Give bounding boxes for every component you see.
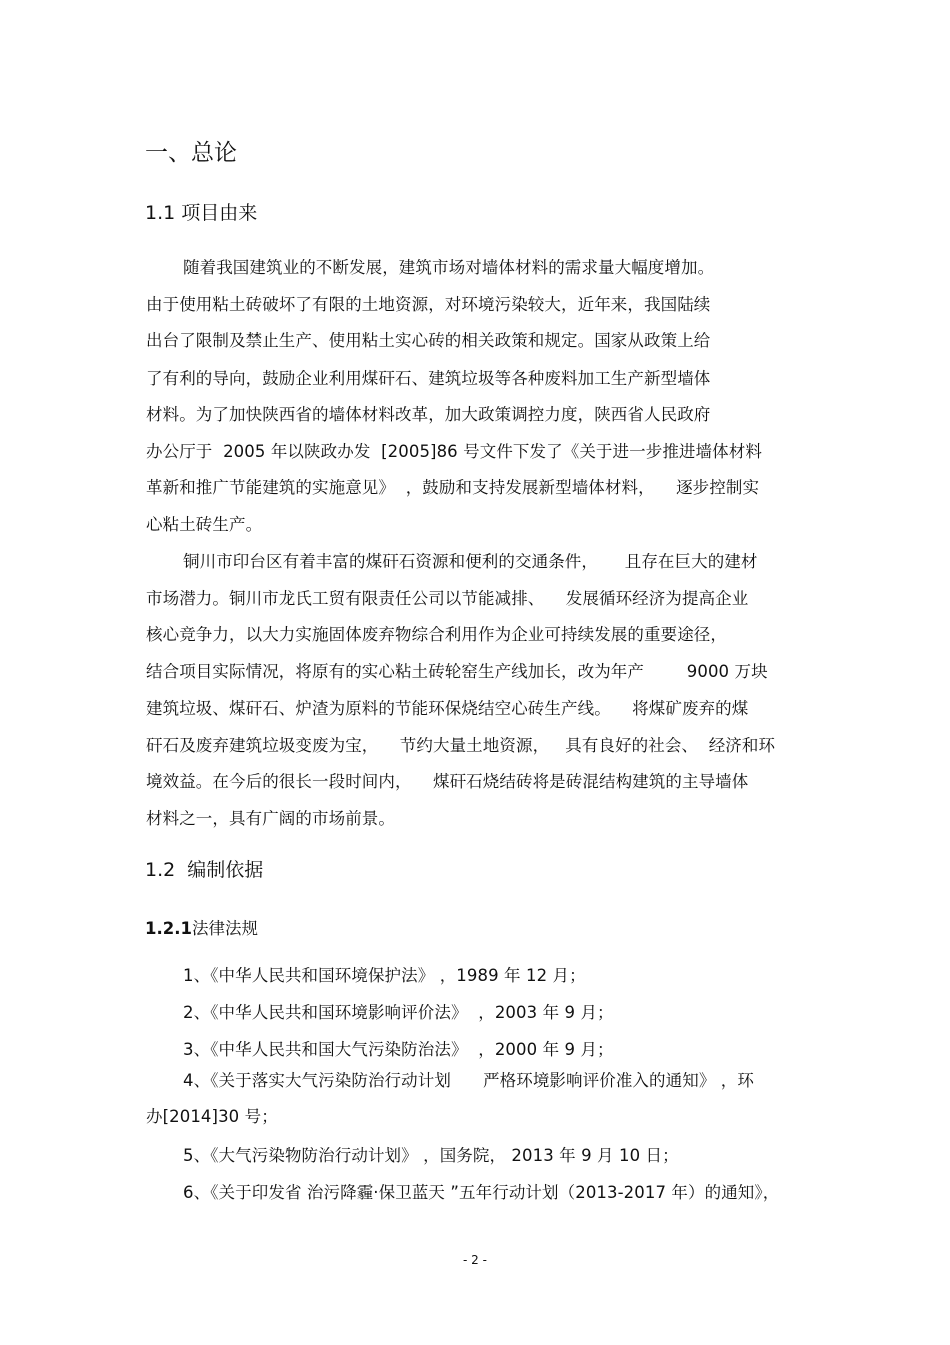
paragraph-1-line: 出台了限制及禁止生产、使用粘土实心砖的相关政策和规定。国家从政策上给	[146, 331, 711, 350]
paragraph-2-line: 结合项目实际情况，将原有的实心粘土砖轮窑生产线加长，改为年产 9000 万块	[146, 662, 768, 681]
law-list-item: 2、《中华人民共和国环境影响评价法》 ，2003 年 9 月；	[183, 1003, 614, 1022]
subsection-heading-1-2-1	[145, 918, 258, 940]
paragraph-1-line: 了有利的导向，鼓励企业利用煤矸石、建筑垃圾等各种废料加工生产新型墙体	[146, 369, 711, 388]
subsection-title: 法律法规	[191, 919, 258, 938]
law-list-item: 6、《关于印发省 治污降霾·保卫蓝天 ”五年行动计划（2013-2017 年）的通知》，	[183, 1183, 780, 1202]
law-list-item: 3、《中华人民共和国大气污染防治法》 ，2000 年 9 月；	[183, 1040, 614, 1059]
paragraph-2-line: 核心竞争力，以大力实施固体废弃物综合利用作为企业可持续发展的重要途径，	[146, 625, 727, 644]
paragraph-2-line: 建筑垃圾、煤矸石、炉渣为原料的节能环保烧结空心砖生产线。 将煤矿废弃的煤	[146, 699, 749, 718]
paragraph-2-line: 境效益。在今后的很长一段时间内， 煤矸石烧结砖将是砖混结构建筑的主导墙体	[146, 772, 749, 791]
paragraph-2-line: 材料之一，具有广阔的市场前景。	[146, 809, 395, 828]
law-list-item-continuation: 办[2014]30 号；	[146, 1107, 278, 1126]
chapter-heading: 一、总论	[145, 140, 237, 166]
paragraph-1-line: 由于使用粘土砖破坏了有限的土地资源，对环境污染较大，近年来，我国陆续	[146, 295, 711, 314]
paragraph-2-line: 矸石及废弃建筑垃圾变废为宝， 节约大量土地资源， 具有良好的社会、 经济和环	[146, 736, 776, 755]
paragraph-1-line: 办公厅于 2005 年以陕政办发 [2005]86 号文件下发了《关于进一步推进墙体材料	[146, 442, 762, 461]
law-list-item: 4、《关于落实大气污染防治行动计划 严格环境影响评价准入的通知》 ，环	[183, 1071, 754, 1090]
paragraph-1-line: 革新和推广节能建筑的实施意见》 ，鼓励和支持发展新型墙体材料， 逐步控制实	[146, 478, 760, 497]
paragraph-2-line: 市场潜力。铜川市龙氏工贸有限责任公司以节能减排、 发展循环经济为提高企业	[146, 589, 749, 608]
law-list-item: 1、《中华人民共和国环境保护法》 ，1989 年 12 月；	[183, 966, 586, 985]
section-heading-1-1: 1.1 项目由来	[145, 202, 258, 224]
paragraph-1-line: 心粘土砖生产。	[146, 515, 263, 534]
paragraph-1-line: 随着我国建筑业的不断发展，建筑市场对墙体材料的需求量大幅度增加。	[183, 258, 715, 277]
law-list-item: 5、《大气污染物防治行动计划》 ，国务院， 2013 年 9 月 10 日；	[183, 1146, 679, 1165]
paragraph-2-line: 铜川市印台区有着丰富的煤矸石资源和便利的交通条件， 且存在巨大的建材	[183, 552, 758, 571]
subsection-number: 1.2.1	[145, 919, 192, 938]
section-heading-1-2: 1.2 编制依据	[145, 859, 264, 881]
page-number: - 2 -	[463, 1253, 487, 1267]
paragraph-1-line: 材料。为了加快陕西省的墙体材料改革，加大政策调控力度，陕西省人民政府	[146, 405, 711, 424]
